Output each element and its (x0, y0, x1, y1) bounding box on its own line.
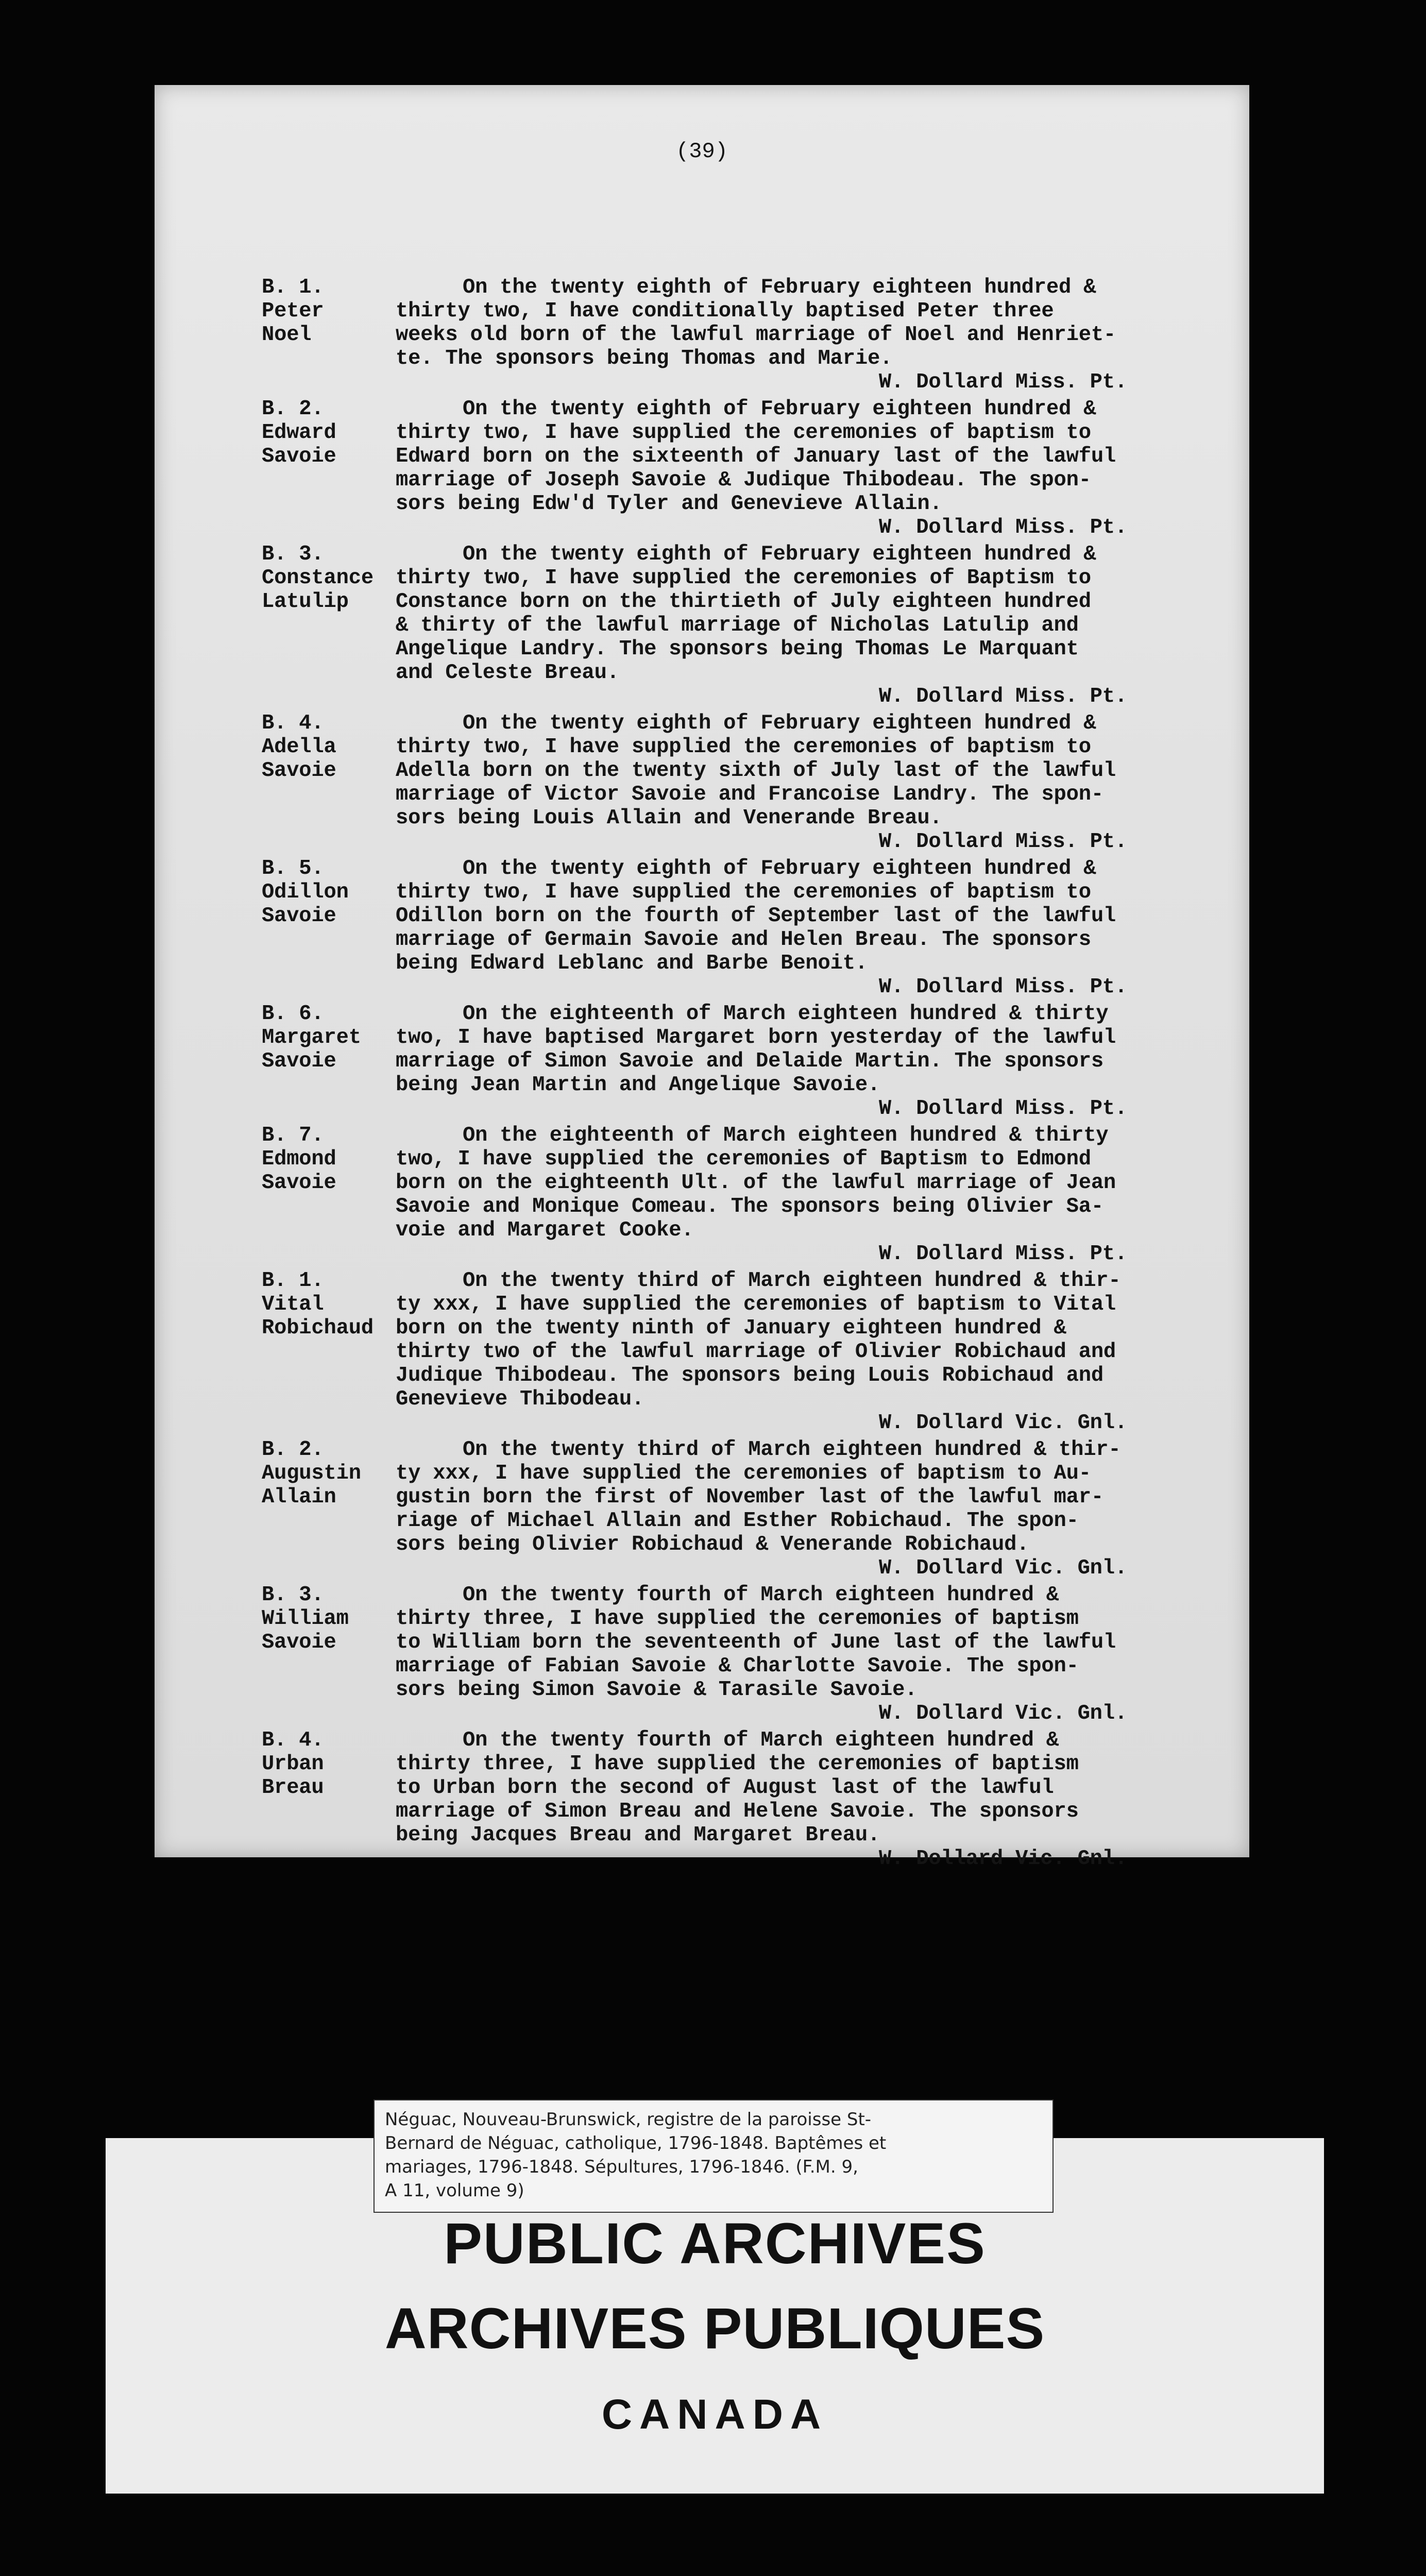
entry-text-line: voie and Margaret Cooke. (396, 1218, 694, 1242)
entry-text-line: thirty two, I have supplied the ceremonies of Baptism to (396, 566, 1091, 590)
entry-signature: W. Dollard Miss. Pt. (878, 830, 1127, 854)
entry-text-line: Genevieve Thibodeau. (396, 1387, 644, 1411)
margin-note-line: Savoie (262, 1171, 336, 1195)
entry-signature: W. Dollard Miss. Pt. (878, 685, 1127, 708)
entry-text-line: born on the twenty ninth of January eighteen hundred & (396, 1316, 1066, 1340)
entry-text-line: On the eighteenth of March eighteen hundred & thirty (463, 1124, 1109, 1147)
margin-note-line: B. 5. (262, 857, 324, 880)
entry-text-line: On the twenty eighth of February eighteen hundred & (463, 711, 1096, 735)
register-entry (262, 1728, 1235, 1871)
entry-text-line: thirty two of the lawful marriage of Olivier Robichaud and (396, 1340, 1116, 1364)
entry-signature: W. Dollard Miss. Pt. (878, 370, 1127, 394)
archive-caption (374, 2099, 1054, 2213)
entry-margin-note (262, 276, 396, 347)
margin-note-line: Noel (262, 323, 312, 347)
entry-text-line: sors being Simon Savoie & Tarasile Savoie. (396, 1678, 918, 1702)
caption-line: Néguac, Nouveau-Brunswick, registre de la paroisse St- (385, 2109, 872, 2130)
entry-margin-note (262, 1002, 396, 1073)
margin-note-line: William (262, 1607, 349, 1631)
entry-text-line: and Celeste Breau. (396, 661, 619, 685)
entry-text-line: On the twenty eighth of February eighteen hundred & (463, 276, 1096, 299)
register-entry (262, 1269, 1235, 1435)
margin-note-line: B. 7. (262, 1124, 324, 1147)
entry-margin-note (262, 1124, 396, 1195)
entry-margin-note (262, 1583, 396, 1654)
entry-margin-note (262, 543, 396, 614)
entry-text (396, 1728, 1204, 1871)
entry-text-line: thirty two, I have conditionally baptised Peter three (396, 299, 1054, 323)
entry-text-line: marriage of Simon Savoie and Delaide Martin. The sponsors (396, 1049, 1104, 1073)
entry-text (396, 1583, 1204, 1725)
margin-note-line: Latulip (262, 590, 349, 614)
margin-note-line: Urban (262, 1752, 324, 1776)
entry-text-line: On the twenty eighth of February eighteen hundred & (463, 543, 1096, 566)
margin-note-line: Vital (262, 1293, 324, 1316)
entry-text-line: Adella born on the twenty sixth of July last of the lawful (396, 759, 1116, 783)
margin-note-line: Augustin (262, 1462, 361, 1485)
entry-text-line: te. The sponsors being Thomas and Marie. (396, 347, 893, 370)
entry-text-line: On the twenty eighth of February eighteen hundred & (463, 397, 1096, 421)
entry-text-line: two, I have baptised Margaret born yesterday of the lawful (396, 1026, 1116, 1049)
entry-text (396, 1269, 1204, 1435)
entry-text-line: thirty three, I have supplied the ceremonies of baptism (396, 1607, 1079, 1631)
entry-text-line: two, I have supplied the ceremonies of Baptism to Edmond (396, 1147, 1091, 1171)
entry-text-line: Edward born on the sixteenth of January last of the lawful (396, 445, 1116, 468)
margin-note-line: Savoie (262, 1049, 336, 1073)
margin-note-line: Savoie (262, 445, 336, 468)
register-entry (262, 1583, 1235, 1725)
entry-text-line: sors being Olivier Robichaud & Venerande Robichaud. (396, 1533, 1029, 1556)
margin-note-line: Allain (262, 1485, 336, 1509)
entry-margin-note (262, 397, 396, 468)
margin-note-line: Savoie (262, 759, 336, 783)
register-entry (262, 397, 1235, 539)
register-entry (262, 1002, 1235, 1121)
entry-text-line: On the twenty third of March eighteen hundred & thir- (463, 1438, 1121, 1462)
entry-text-line: On the twenty eighth of February eighteen hundred & (463, 857, 1096, 880)
margin-note-line: B. 3. (262, 543, 324, 566)
entry-text-line: thirty two, I have supplied the ceremonies of baptism to (396, 735, 1091, 759)
margin-note-line: Peter (262, 299, 324, 323)
entry-text-line: weeks old born of the lawful marriage of Noel and Henriet- (396, 323, 1116, 347)
margin-note-line: B. 4. (262, 1728, 324, 1752)
entry-signature: W. Dollard Vic. Gnl. (878, 1411, 1127, 1435)
entry-text-line: gustin born the first of November last of the lawful mar- (396, 1485, 1104, 1509)
margin-note-line: B. 2. (262, 1438, 324, 1462)
entry-text-line: sors being Edw'd Tyler and Genevieve Allain. (396, 492, 942, 516)
entry-text-line: thirty two, I have supplied the ceremonies of baptism to (396, 880, 1091, 904)
entry-text-line: marriage of Joseph Savoie & Judique Thibodeau. The spon- (396, 468, 1091, 492)
caption-line: mariages, 1796-1848. Sépultures, 1796-1846. (F.M. 9, (385, 2157, 858, 2177)
entry-text-line: marriage of Fabian Savoie & Charlotte Savoie. The spon- (396, 1654, 1079, 1678)
entry-text-line: Odillon born on the fourth of September last of the lawful (396, 904, 1116, 928)
entry-text-line: Angelique Landry. The sponsors being Thomas Le Marquant (396, 637, 1079, 661)
margin-note-line: Savoie (262, 904, 336, 928)
register-entry (262, 543, 1235, 708)
entry-text-line: being Jean Martin and Angelique Savoie. (396, 1073, 880, 1097)
entry-signature: W. Dollard Miss. Pt. (878, 1242, 1127, 1266)
entry-text-line: Savoie and Monique Comeau. The sponsors being Olivier Sa- (396, 1195, 1104, 1218)
register-entry (262, 857, 1235, 999)
margin-note-line: Constance (262, 566, 374, 590)
entry-signature: W. Dollard Vic. Gnl. (878, 1556, 1127, 1580)
entry-signature: W. Dollard Miss. Pt. (878, 1097, 1127, 1121)
margin-note-line: B. 4. (262, 711, 324, 735)
archive-country: CANADA (601, 2391, 828, 2438)
entry-margin-note (262, 1438, 396, 1509)
archive-title-french: ARCHIVES PUBLIQUES (384, 2296, 1045, 2361)
entry-text-line: born on the eighteenth Ult. of the lawful marriage of Jean (396, 1171, 1116, 1195)
entry-text (396, 543, 1204, 708)
caption-line: A 11, volume 9) (385, 2180, 524, 2201)
entry-text-line: On the eighteenth of March eighteen hundred & thirty (463, 1002, 1109, 1026)
margin-note-line: Margaret (262, 1026, 361, 1049)
margin-note-line: Odillon (262, 880, 349, 904)
entry-text-line: marriage of Simon Breau and Helene Savoie. The sponsors (396, 1800, 1079, 1823)
margin-note-line: Robichaud (262, 1316, 374, 1340)
entry-text-line: ty xxx, I have supplied the ceremonies of baptism to Vital (396, 1293, 1116, 1316)
margin-note-line: Savoie (262, 1631, 336, 1654)
entry-margin-note (262, 1728, 396, 1800)
margin-note-line: Edmond (262, 1147, 336, 1171)
entry-text-line: On the twenty third of March eighteen hundred & thir- (463, 1269, 1121, 1293)
entry-text-line: Judique Thibodeau. The sponsors being Louis Robichaud and (396, 1364, 1104, 1387)
register-entry (262, 1124, 1235, 1266)
register-entry (262, 1438, 1235, 1580)
entry-text-line: being Edward Leblanc and Barbe Benoit. (396, 952, 868, 975)
page-number: (39) (676, 139, 728, 164)
entry-text-line: Constance born on the thirtieth of July eighteen hundred (396, 590, 1091, 614)
entry-text-line: & thirty of the lawful marriage of Nicholas Latulip and (396, 614, 1079, 637)
margin-note-line: B. 1. (262, 1269, 324, 1293)
margin-note-line: B. 1. (262, 276, 324, 299)
entry-text-line: marriage of Germain Savoie and Helen Breau. The sponsors (396, 928, 1091, 952)
entry-text-line: marriage of Victor Savoie and Francoise Landry. The spon- (396, 783, 1104, 806)
register-page (155, 85, 1249, 1871)
entry-text-line: ty xxx, I have supplied the ceremonies of baptism to Au- (396, 1462, 1091, 1485)
entry-text-line: being Jacques Breau and Margaret Breau. (396, 1823, 880, 1847)
entry-margin-note (262, 1269, 396, 1340)
entry-signature: W. Dollard Vic. Gnl. (878, 1702, 1127, 1725)
entry-signature: W. Dollard Vic. Gnl. (878, 1847, 1127, 1871)
caption-line: Bernard de Néguac, catholique, 1796-1848. Baptêmes et (385, 2133, 887, 2154)
entry-text-line: On the twenty fourth of March eighteen hundred & (463, 1728, 1059, 1752)
entry-margin-note (262, 711, 396, 783)
margin-note-line: B. 2. (262, 397, 324, 421)
margin-note-line: B. 3. (262, 1583, 324, 1607)
entry-text-line: sors being Louis Allain and Venerande Breau. (396, 806, 942, 830)
register-entry (262, 711, 1235, 854)
entry-text (396, 857, 1204, 999)
entry-signature: W. Dollard Miss. Pt. (878, 975, 1127, 999)
entry-text-line: riage of Michael Allain and Esther Robichaud. The spon- (396, 1509, 1079, 1533)
archive-title-english: PUBLIC ARCHIVES (444, 2211, 986, 2276)
entry-text-line: to William born the seventeenth of June last of the lawful (396, 1631, 1116, 1654)
margin-note-line: Breau (262, 1776, 324, 1800)
entry-text-line: thirty two, I have supplied the ceremonies of baptism to (396, 421, 1091, 445)
register-entry (262, 276, 1235, 394)
entry-text (396, 1002, 1204, 1121)
margin-note-line: B. 6. (262, 1002, 324, 1026)
entry-text-line: to Urban born the second of August last of the lawful (396, 1776, 1054, 1800)
entry-text (396, 1124, 1204, 1266)
entry-signature: W. Dollard Miss. Pt. (878, 516, 1127, 539)
entry-text (396, 1438, 1204, 1580)
entry-text (396, 397, 1204, 539)
baptism-entries (262, 276, 1235, 1874)
entry-text (396, 711, 1204, 854)
entry-text-line: thirty three, I have supplied the ceremonies of baptism (396, 1752, 1079, 1776)
entry-margin-note (262, 857, 396, 928)
entry-text (396, 276, 1204, 394)
margin-note-line: Adella (262, 735, 336, 759)
entry-text-line: On the twenty fourth of March eighteen hundred & (463, 1583, 1059, 1607)
margin-note-line: Edward (262, 421, 336, 445)
